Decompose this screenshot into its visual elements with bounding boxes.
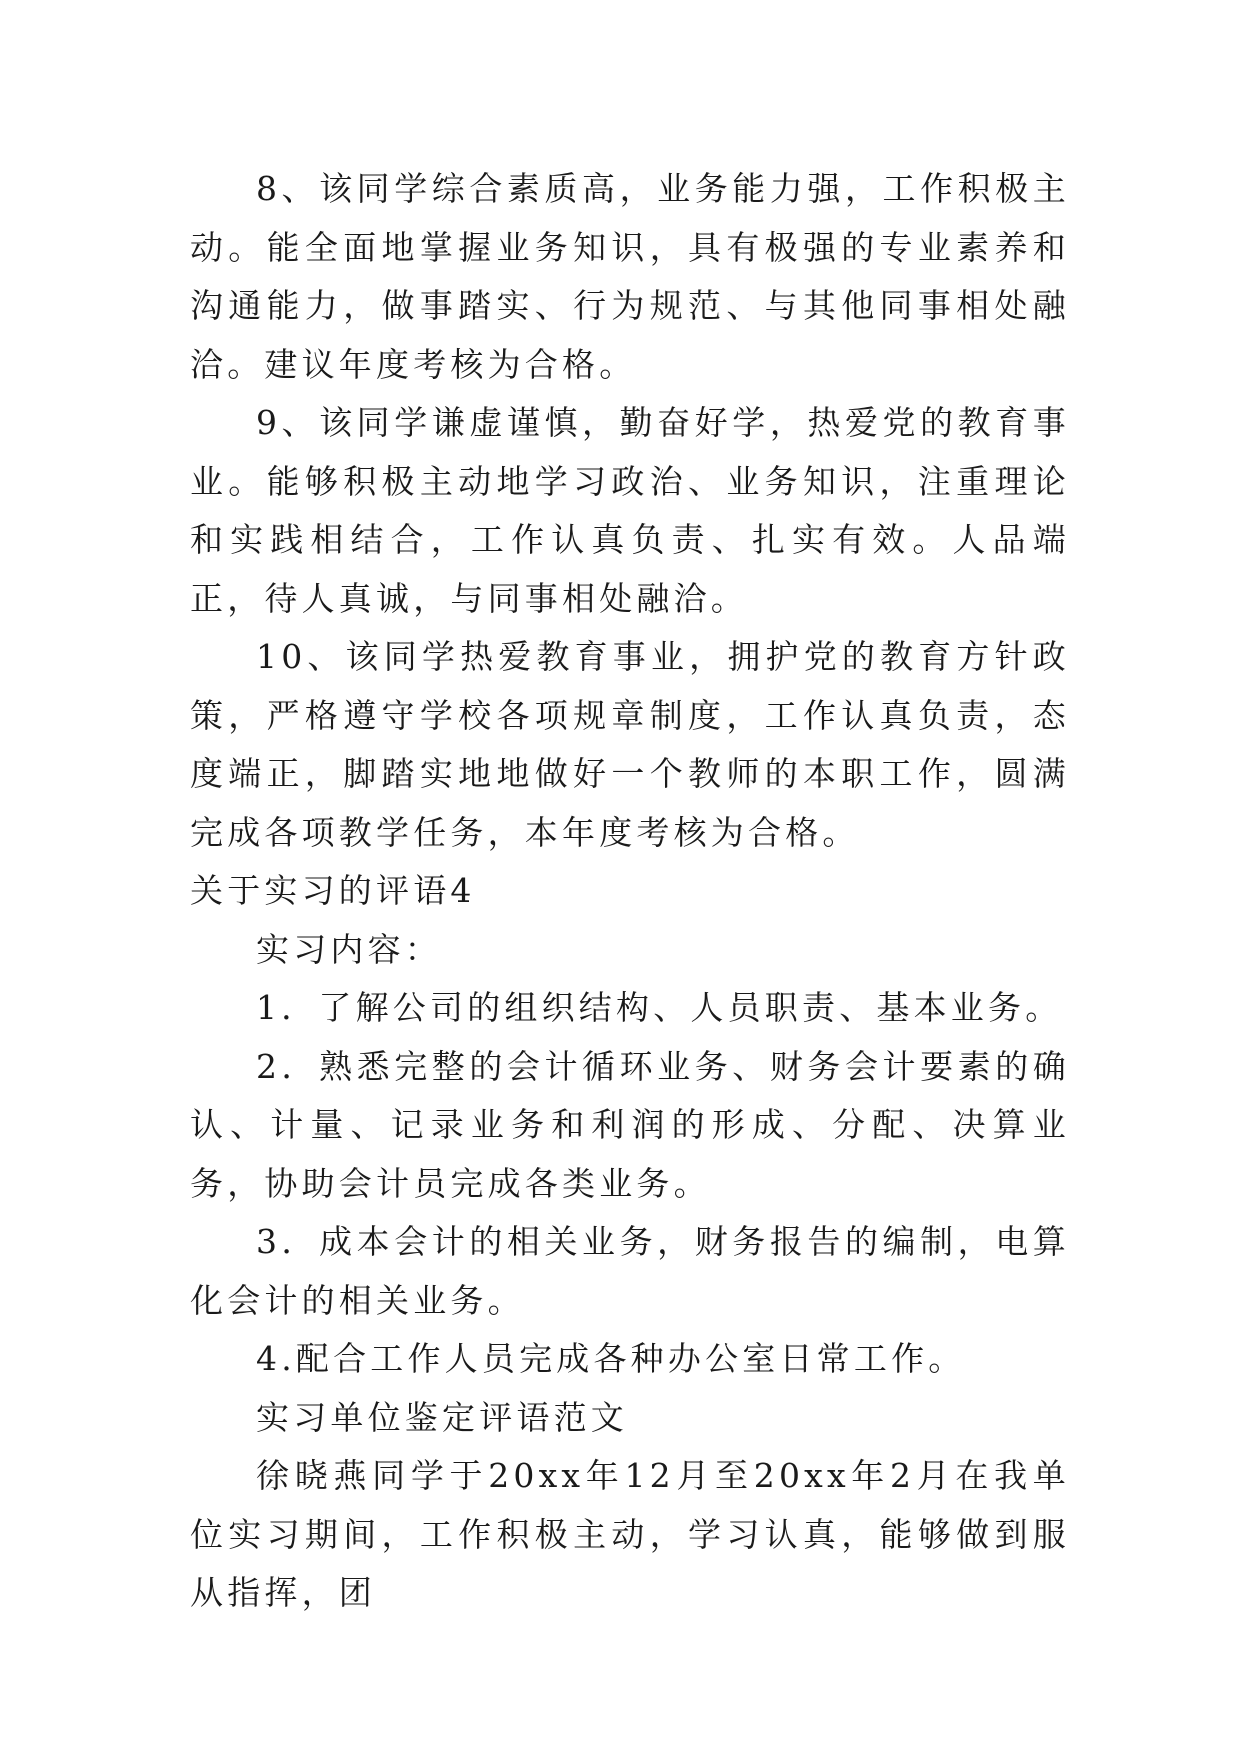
paragraph-10: 10、该同学热爱教育事业，拥护党的教育方针政策，严格遵守学校各项规章制度，工作认真负责，态度端正，脚踏实地地做好一个教师的本职工作，圆满完成各项教学任务，本年度考核为合格。 bbox=[190, 637, 1070, 852]
list-item-4: 4.配合工作人员完成各种办公室日常工作。 bbox=[256, 1339, 966, 1378]
paragraph-8: 8、该同学综合素质高，业务能力强，工作积极主动。能全面地掌握业务知识，具有极强的专业素养和沟通能力，做事踏实、行为规范、与其他同事相处融洽。建议年度考核为合格。 bbox=[190, 169, 1070, 384]
section-heading: 关于实习的评语4 bbox=[190, 871, 476, 910]
list-item-3: 3．成本会计的相关业务，财务报告的编制，电算化会计的相关业务。 bbox=[190, 1222, 1070, 1320]
list-item-1: 1．了解公司的组织结构、人员职责、基本业务。 bbox=[256, 988, 1063, 1027]
content-label: 实习内容： bbox=[256, 929, 442, 969]
sample-title: 实习单位鉴定评语范文 bbox=[256, 1397, 628, 1437]
sample-body: 徐晓燕同学于20xx年12月至20xx年2月在我单位实习期间，工作积极主动，学习认真，能够做到服从指挥，团 bbox=[190, 1456, 1070, 1612]
paragraph-9: 9、该同学谦虚谨慎，勤奋好学，热爱党的教育事业。能够积极主动地学习政治、业务知识，注重理论和实践相结合，工作认真负责、扎实有效。人品端正，待人真诚，与同事相处融洽。 bbox=[190, 403, 1070, 618]
document-body bbox=[190, 160, 1070, 1623]
list-item-2: 2．熟悉完整的会计循环业务、财务会计要素的确认、计量、记录业务和利润的形成、分配、决算业务，协助会计员完成各类业务。 bbox=[190, 1046, 1070, 1203]
